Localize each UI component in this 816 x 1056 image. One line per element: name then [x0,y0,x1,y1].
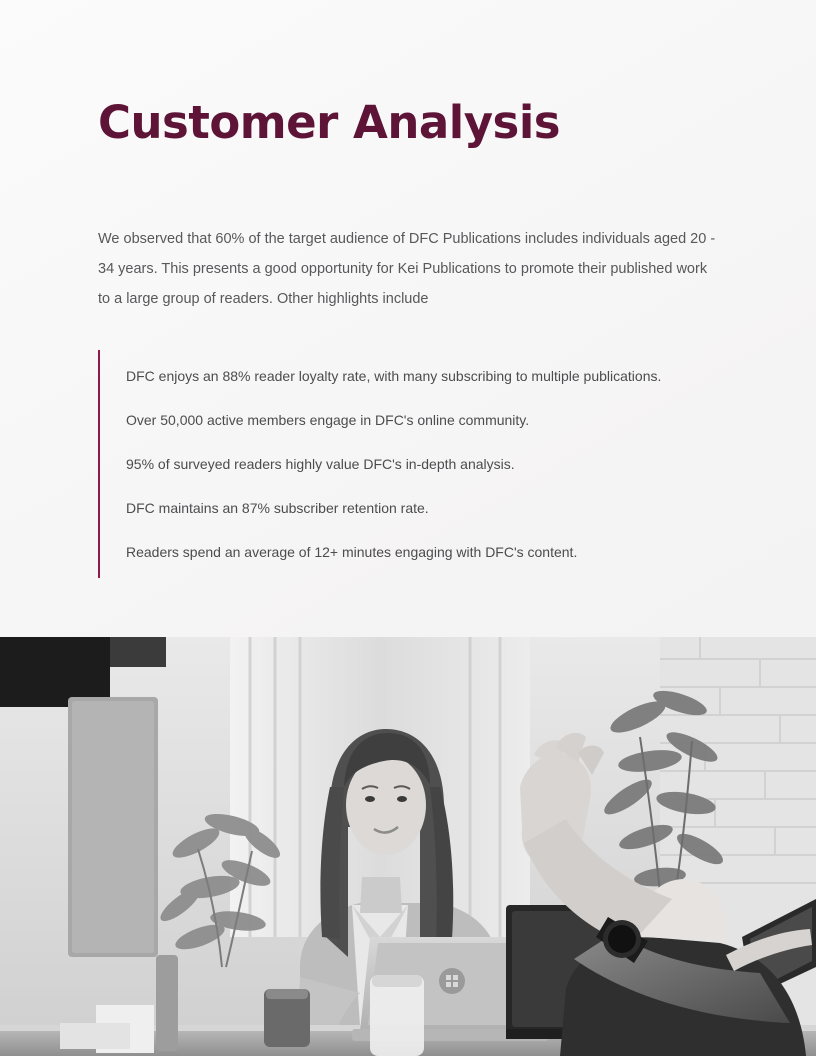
highlights-list [98,350,718,578]
list-item: DFC maintains an 87% subscriber retention rate. [126,499,429,516]
page-title: Customer Analysis [98,96,561,149]
office-photo [0,637,816,1056]
intro-paragraph: We observed that 60% of the target audience of DFC Publications includes individuals aged 20 - 34 years. This presents a good opportunity for Kei Publications to promote their published work to a large group of readers. Other highlights include [98,230,716,307]
list-item: 95% of surveyed readers highly value DFC's in-depth analysis. [126,455,515,472]
list-item: Over 50,000 active members engage in DFC's online community. [126,411,530,428]
list-item: Readers spend an average of 12+ minutes engaging with DFC's content. [126,543,578,560]
list-item: DFC enjoys an 88% reader loyalty rate, with many subscribing to multiple publications. [126,367,662,384]
